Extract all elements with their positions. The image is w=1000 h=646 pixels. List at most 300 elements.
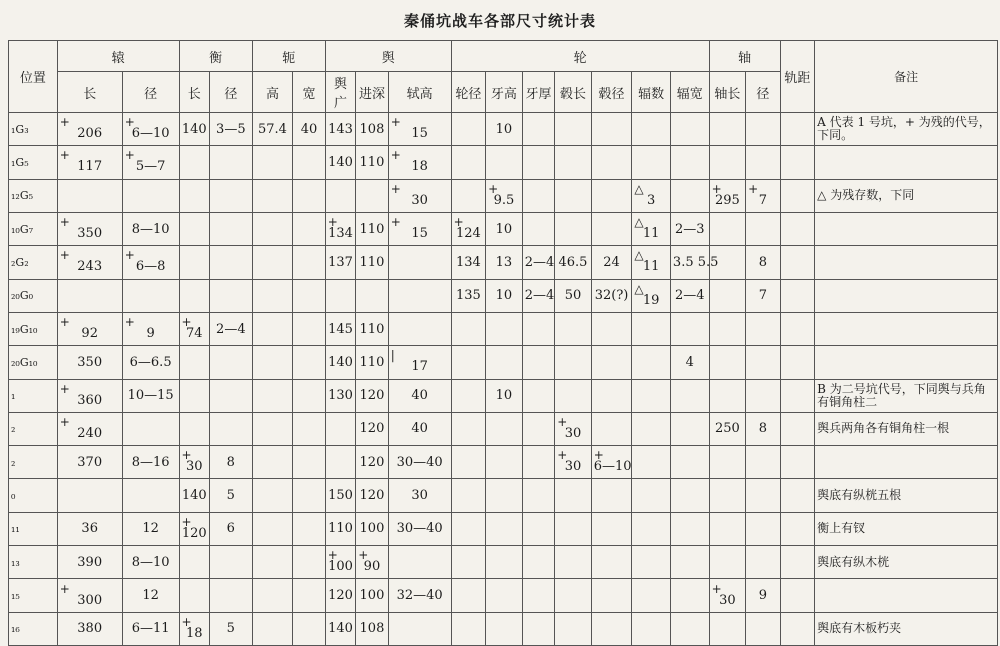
position-cell: ₂ [9,446,58,479]
cell-value: 10—15 [127,388,174,404]
value-cell [293,612,326,645]
cell-value: 10 [495,121,513,137]
value-cell [210,412,253,445]
cell-value: 390 [77,554,103,570]
position-cell: ₁ [9,379,58,412]
value-cell [780,446,815,479]
value-cell [632,312,671,345]
cell-value: 110 [359,321,385,337]
value-cell [555,113,592,146]
value-cell [179,612,209,645]
note-cell [815,612,998,645]
cell-value: 10 [495,221,513,237]
value-cell [632,512,671,545]
value-cell [325,546,355,579]
value-cell [746,346,781,379]
cell-value: 4 [685,354,694,370]
axle-length-header: 轴长 [709,72,746,113]
value-cell [591,412,632,445]
position-cell: ₁₅ [9,579,58,612]
value-cell [252,179,293,212]
cell-value: 9 [146,326,155,342]
yu-header: 舆 [325,41,451,72]
value-cell [356,546,388,579]
cell-value: 10 [495,288,513,304]
cell-value: 8 [758,254,768,270]
cell-value: 110 [359,354,385,370]
value-cell [179,512,209,545]
value-cell [210,512,253,545]
value-cell [780,379,815,412]
value-cell [709,412,746,445]
value-cell [179,146,209,179]
value-cell [555,612,592,645]
value-cell [122,246,179,279]
value-cell [451,279,486,312]
value-cell [746,279,781,312]
note-cell [815,512,998,545]
cell-value: 100 [328,559,353,575]
value-cell [780,579,815,612]
note-text: 衡上有钗 [817,521,866,536]
value-cell [746,113,781,146]
value-cell [57,612,122,645]
value-cell [252,379,293,412]
value-cell [709,279,746,312]
value-cell [179,446,209,479]
value-cell [670,479,709,512]
value-cell [591,146,632,179]
damaged-marker: + [711,581,722,596]
value-cell [709,579,746,612]
position-header: 位置 [9,41,58,113]
value-cell [122,412,179,445]
cell-value: 6—8 [135,259,166,275]
value-cell [780,312,815,345]
value-cell [293,312,326,345]
value-cell [179,179,209,212]
value-cell [325,113,355,146]
damaged-marker: + [59,115,70,130]
damaged-marker: + [557,414,568,429]
note-cell [815,212,998,245]
table-row [9,612,998,645]
value-cell [293,179,326,212]
axle-diameter-header: 径 [746,72,781,113]
value-cell [179,312,209,345]
damaged-marker: + [181,448,192,463]
table-row [9,146,998,179]
value-cell [210,612,253,645]
value-cell [252,446,293,479]
value-cell [388,512,451,545]
damaged-marker: + [124,248,135,263]
value-cell [486,612,523,645]
value-cell [325,212,355,245]
damaged-marker: + [390,148,401,163]
note-cell [815,579,998,612]
value-cell [210,546,253,579]
value-cell [210,212,253,245]
value-cell [356,179,388,212]
cell-value: 8 [758,421,768,437]
value-cell [780,212,815,245]
value-cell [670,146,709,179]
value-cell [325,512,355,545]
damaged-marker: + [124,315,135,330]
cell-value: 120 [181,525,207,541]
value-cell [356,446,388,479]
value-cell [670,246,719,279]
value-cell [451,379,486,412]
value-cell [670,179,709,212]
value-cell [293,512,326,545]
value-cell [356,146,388,179]
cell-value: 135 [455,288,481,304]
value-cell [388,579,451,612]
value-cell [522,212,554,245]
value-cell [670,113,709,146]
value-cell [746,379,781,412]
value-cell [746,179,781,212]
zhou-header: 轴 [709,41,780,72]
value-cell [57,412,122,445]
value-cell [325,379,355,412]
value-cell [486,246,523,279]
value-cell [57,312,122,345]
note-cell [815,379,998,412]
value-cell [388,446,451,479]
note-cell [815,179,998,212]
value-cell [57,113,122,146]
cell-value: 13 [495,254,513,270]
value-cell [555,579,592,612]
cell-value: 140 [181,488,207,504]
value-cell [388,412,451,445]
cell-value: 8—10 [131,221,170,237]
value-cell [356,279,388,312]
cell-value: 30 [564,459,582,475]
value-cell [252,412,293,445]
value-cell [325,346,355,379]
value-cell [293,346,326,379]
cell-value: 6—6.5 [129,354,172,370]
table-body [9,113,998,646]
spoke-count-header: 辐数 [632,72,671,113]
value-cell [356,579,388,612]
value-cell [486,146,523,179]
value-cell [179,113,209,146]
value-cell [57,379,122,412]
value-cell [179,546,209,579]
damaged-marker: + [181,614,192,629]
value-cell [670,279,709,312]
value-cell [591,279,632,312]
cell-value: 120 [359,454,385,470]
value-cell [451,446,486,479]
value-cell [325,146,355,179]
cell-value: 140 [328,354,353,370]
value-cell [325,412,355,445]
damaged-marker: + [59,148,70,163]
cell-value: 2—4 [674,288,705,304]
cell-value: 40 [411,421,428,437]
value-cell [252,579,293,612]
cell-value: 12 [142,521,159,537]
cell-value: 11 [642,226,660,242]
value-cell [522,246,554,279]
cell-value: 92 [81,326,98,342]
value-cell [252,212,293,245]
value-cell [746,479,781,512]
value-cell [179,412,209,445]
value-cell [670,612,709,645]
cell-value: 46.5 [558,254,588,270]
value-cell [522,179,554,212]
value-cell [670,512,709,545]
position-cell: ₁₀G₇ [9,212,58,245]
note-text: 舆底有纵桄五根 [817,488,902,503]
value-cell [670,579,709,612]
cell-value: 3.5 5.5 [672,254,719,270]
table-row [9,279,998,312]
table-row [9,479,998,512]
value-cell [746,579,781,612]
value-cell [451,113,486,146]
value-cell [632,179,671,212]
position-cell: ₀ [9,479,58,512]
cell-value: 134 [455,254,481,270]
value-cell [179,212,209,245]
value-cell [356,246,388,279]
value-cell [670,379,709,412]
note-text: A 代表 1 号坑，+ 为残的代号，下同。 [817,115,991,143]
value-cell [632,446,671,479]
value-cell [486,346,523,379]
value-cell [486,479,523,512]
damaged-marker: + [748,181,759,196]
cell-value: 30 [186,459,203,475]
cell-value: 15 [411,126,428,142]
cell-value: 240 [77,425,103,441]
value-cell [670,212,709,245]
cell-value: 10 [495,388,513,404]
value-cell [122,312,179,345]
value-cell [780,546,815,579]
value-cell [632,579,671,612]
value-cell [293,113,326,146]
cell-value: 7 [758,288,768,304]
value-cell [57,512,122,545]
value-cell [356,612,388,645]
value-cell [325,312,355,345]
value-cell [591,179,632,212]
cell-value: 143 [328,121,353,137]
value-cell [252,479,293,512]
value-cell [451,546,486,579]
value-cell [522,379,554,412]
cell-value: 9.5 [493,192,515,208]
damaged-marker: + [453,215,464,230]
remnant-marker: △ [634,181,644,196]
value-cell [591,479,632,512]
damaged-marker: + [59,248,70,263]
value-cell [210,379,253,412]
value-cell [57,479,122,512]
note-cell [815,346,998,379]
value-cell [388,312,451,345]
value-cell [179,246,209,279]
position-cell: ₁₆ [9,612,58,645]
value-cell [252,312,293,345]
value-cell [632,146,671,179]
value-cell [746,212,781,245]
value-cell [451,612,486,645]
value-cell [57,446,122,479]
value-cell [388,346,451,379]
value-cell [122,212,179,245]
cell-value: 295 [714,192,740,208]
value-cell [293,446,326,479]
note-cell [815,279,998,312]
cell-value: 15 [411,226,428,242]
value-cell [388,379,451,412]
cell-value: 6—10 [131,126,170,142]
hub-diameter-header: 毂径 [591,72,632,113]
cell-value: 30 [564,425,582,441]
value-cell [486,279,523,312]
remnant-marker: △ [634,248,644,263]
yu-rail-height-header: 轼高 [388,72,451,113]
value-cell [57,579,122,612]
cell-value: 18 [411,159,428,175]
value-cell [451,579,486,612]
value-cell [522,479,554,512]
cell-value: 40 [300,121,318,137]
value-cell [522,113,554,146]
damaged-marker: + [59,215,70,230]
value-cell [451,479,486,512]
value-cell [709,612,746,645]
value-cell [780,512,815,545]
value-cell [388,612,451,645]
table-row [9,412,998,445]
value-cell [780,179,815,212]
value-cell [522,512,554,545]
cell-value: 120 [359,421,385,437]
value-cell [709,479,746,512]
value-cell [709,379,746,412]
value-cell [122,612,179,645]
value-cell [57,212,122,245]
value-cell [555,512,592,545]
cell-value: 5—7 [135,159,166,175]
value-cell [780,279,815,312]
position-cell: ₁₁ [9,512,58,545]
value-cell [486,512,523,545]
note-cell [815,113,998,146]
value-cell [632,279,671,312]
value-cell [709,312,746,345]
value-cell [210,579,253,612]
value-cell [555,279,592,312]
cell-value: 110 [359,254,385,270]
cell-value: 120 [328,588,353,604]
value-cell [293,212,326,245]
heng-length-header: 长 [179,72,209,113]
value-cell [356,212,388,245]
cell-value: 8—10 [131,554,170,570]
cell-value: 130 [328,388,353,404]
value-cell [356,479,388,512]
value-cell [252,512,293,545]
note-cell [815,546,998,579]
value-cell [325,612,355,645]
value-cell [670,346,709,379]
damaged-marker: + [327,548,338,563]
table-row [9,512,998,545]
damaged-marker: + [124,115,135,130]
note-text: 舆底有木板朽夹 [817,621,902,636]
value-cell [746,612,781,645]
value-cell [210,179,253,212]
value-cell [388,212,451,245]
value-cell [555,479,592,512]
cell-value: 140 [181,121,207,137]
value-cell [210,312,253,345]
gauge-header: 轨距 [780,41,815,113]
cell-value: 145 [328,321,353,337]
yuan-diameter-header: 径 [122,72,179,113]
cell-value: 17 [411,359,428,375]
position-cell: ₁G₅ [9,146,58,179]
damaged-marker: + [181,315,192,330]
position-cell: ₂₀G₁₀ [9,346,58,379]
cell-value: 5 [226,488,235,504]
value-cell [780,412,815,445]
felloe-thickness-header: 牙厚 [522,72,554,113]
cell-value: 57.4 [257,121,287,137]
value-cell [388,179,451,212]
cell-value: 32—40 [396,588,443,604]
value-cell [210,146,253,179]
value-cell [210,446,253,479]
note-text: 舆底有纵木桄 [817,554,890,569]
value-cell [388,546,451,579]
table-row [9,446,998,479]
table-row [9,246,998,279]
value-cell [632,113,671,146]
value-cell [632,379,671,412]
cell-value: 6 [226,521,235,537]
cell-value: 243 [77,259,103,275]
value-cell [122,546,179,579]
value-cell [210,113,253,146]
damaged-marker: + [390,181,401,196]
cell-value: 2—4 [524,254,555,270]
cell-value: 150 [328,488,353,504]
note-text: B 为二号坑代号，下同舆与兵角有铜角柱二 [817,381,986,409]
value-cell [451,312,486,345]
damaged-marker: + [711,181,722,196]
cell-value: 117 [77,159,103,175]
value-cell [780,246,815,279]
cell-value: 9 [758,588,768,604]
value-cell [388,246,451,279]
value-cell [179,479,209,512]
cell-value: 137 [328,254,353,270]
spoke-width-header: 辐宽 [670,72,709,113]
